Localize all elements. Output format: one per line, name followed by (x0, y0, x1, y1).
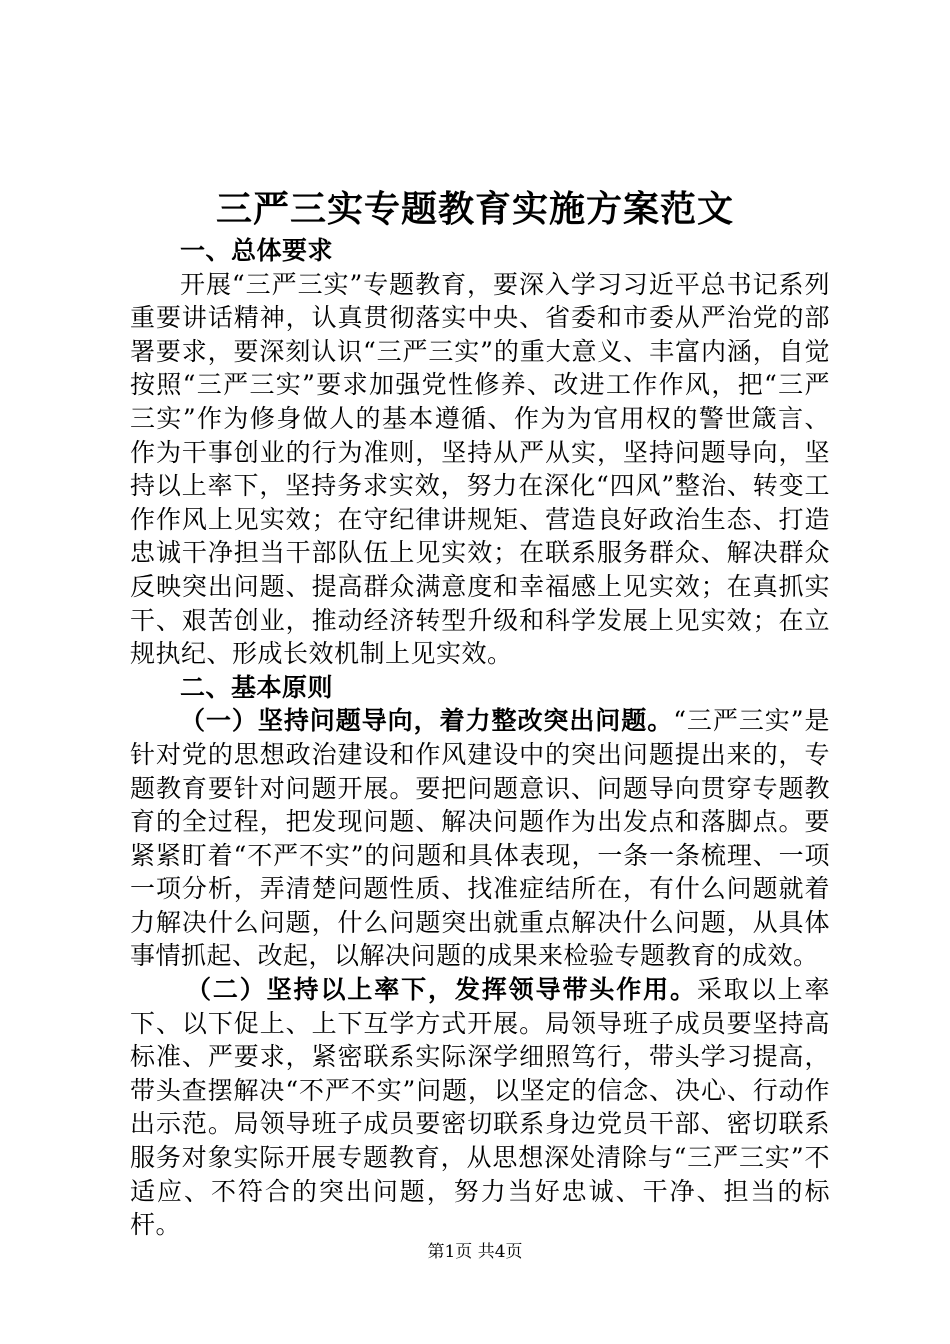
document-body (130, 234, 830, 1242)
page-footer: 第1页 共4页 (427, 1242, 523, 1262)
section-heading-basic-principles: 二、基本原则 (180, 672, 334, 702)
paragraph-principle-1 (130, 704, 830, 973)
principle-2-lead: （二）坚持以上率下，发挥领导带头作用。 (186, 975, 697, 1005)
document-title: 三严三实专题教育实施方案范文 (215, 189, 734, 230)
paragraph-general-requirements: 开展“三严三实”专题教育，要深入学习习近平总书记系列重要讲话精神，认真贯彻落实中央、省委和市委从严治党的部署要求，要深刻认识“三严三实”的重大意义、丰富内涵，自觉按照“三严三实”要求加强党性修养、改进工作作风，把“三严三实”作为修身做人的基本遵循、作为为官用权的警世箴言、作为干事创业的行为准则，坚持从严从实，坚持问题导向，坚持以上率下，坚持务求实效，努力在深化“四风”整治、转变工作作风上见实效；在守纪律讲规矩、营造良好政治生态、打造忠诚干净担当干部队伍上见实效；在联系服务群众、解决群众反映突出问题、提高群众满意度和幸福感上见实效；在真抓实干、艰苦创业，推动经济转型升级和科学发展上见实效；在立规执纪、形成长效机制上见实效。 (130, 269, 830, 669)
principle-1-lead: （一）坚持问题导向，着力整改突出问题。 (180, 706, 674, 736)
section-heading-general-requirements: 一、总体要求 (180, 236, 334, 265)
paragraph-principle-2 (130, 973, 830, 1242)
principle-1-body: “三严三实”是针对党的思想政治建设和作风建设中的突出问题提出来的，专题教育要针对问题开展。要把问题意识、问题导向贯穿专题教育的全过程，把发现问题、解决问题作为出发点和落脚点。要紧紧盯着“不严不实”的问题和具体表现，一条一条梳理、一项一项分析，弄清楚问题性质、找准症结所在，有什么问题就着力解决什么问题，什么问题突出就重点解决什么问题，从具体事情抓起、改起，以解决问题的成果来检验专题教育的成效。 (130, 706, 830, 971)
principle-2-body: 采取以上率下、以下促上、上下互学方式开展。局领导班子成员要坚持高标准、严要求，紧密联系实际深学细照笃行，带头学习提高，带头查摆解决“不严不实”问题，以坚定的信念、决心、行动作出示范。局领导班子成员要密切联系身边党员干部、密切联系服务对象实际开展专题教育，从思想深处清除与“三严三实”不适应、不符合的突出问题，努力当好忠诚、干净、担当的标杆。 (130, 975, 830, 1240)
